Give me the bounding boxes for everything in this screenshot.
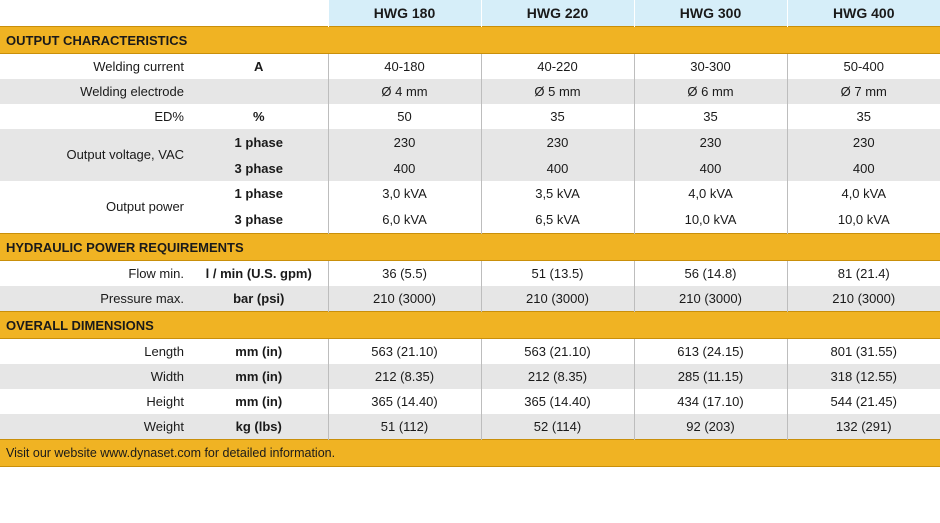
cell-value: 36 (5.5) bbox=[328, 261, 481, 287]
row-unit bbox=[190, 79, 328, 104]
model-hwg-220: HWG 220 bbox=[481, 0, 634, 27]
cell-value: 563 (21.10) bbox=[481, 339, 634, 365]
row-unit: mm (in) bbox=[190, 389, 328, 414]
section-dimensions-title: OVERALL DIMENSIONS bbox=[0, 312, 940, 339]
row-unit: kg (lbs) bbox=[190, 414, 328, 440]
row-height bbox=[0, 389, 940, 414]
row-label: Welding current bbox=[0, 54, 190, 80]
cell-value: 563 (21.10) bbox=[328, 339, 481, 365]
cell-value: 285 (11.15) bbox=[634, 364, 787, 389]
row-unit: A bbox=[190, 54, 328, 80]
cell-value: 400 bbox=[634, 155, 787, 181]
cell-value: 51 (13.5) bbox=[481, 261, 634, 287]
cell-value: 4,0 kVA bbox=[787, 181, 940, 207]
cell-value: 212 (8.35) bbox=[481, 364, 634, 389]
row-unit: 1 phase bbox=[190, 181, 328, 207]
cell-value: 40-180 bbox=[328, 54, 481, 80]
row-ed bbox=[0, 104, 940, 129]
section-hydraulic bbox=[0, 234, 940, 261]
cell-value: 3,5 kVA bbox=[481, 181, 634, 207]
row-flow bbox=[0, 261, 940, 287]
cell-value: Ø 6 mm bbox=[634, 79, 787, 104]
cell-value: 10,0 kVA bbox=[787, 207, 940, 234]
row-unit: mm (in) bbox=[190, 339, 328, 365]
cell-value: 210 (3000) bbox=[634, 286, 787, 312]
section-dimensions bbox=[0, 312, 940, 339]
row-label: Width bbox=[0, 364, 190, 389]
cell-value: 230 bbox=[328, 129, 481, 155]
cell-value: 56 (14.8) bbox=[634, 261, 787, 287]
row-label: Output voltage, VAC bbox=[0, 129, 190, 181]
cell-value: Ø 7 mm bbox=[787, 79, 940, 104]
header-blank bbox=[0, 0, 328, 27]
cell-value: 30-300 bbox=[634, 54, 787, 80]
cell-value: 81 (21.4) bbox=[787, 261, 940, 287]
row-welding-current bbox=[0, 54, 940, 80]
row-length bbox=[0, 339, 940, 365]
row-unit: 3 phase bbox=[190, 207, 328, 234]
cell-value: 434 (17.10) bbox=[634, 389, 787, 414]
row-unit: bar (psi) bbox=[190, 286, 328, 312]
cell-value: 132 (291) bbox=[787, 414, 940, 440]
model-hwg-400: HWG 400 bbox=[787, 0, 940, 27]
cell-value: 35 bbox=[481, 104, 634, 129]
cell-value: 318 (12.55) bbox=[787, 364, 940, 389]
cell-value: 6,0 kVA bbox=[328, 207, 481, 234]
footer-row bbox=[0, 440, 940, 467]
cell-value: 40-220 bbox=[481, 54, 634, 80]
cell-value: 613 (24.15) bbox=[634, 339, 787, 365]
cell-value: 6,5 kVA bbox=[481, 207, 634, 234]
footer-note: Visit our website www.dynaset.com for detailed information. bbox=[0, 440, 940, 467]
cell-value: 210 (3000) bbox=[787, 286, 940, 312]
cell-value: 10,0 kVA bbox=[634, 207, 787, 234]
row-width bbox=[0, 364, 940, 389]
cell-value: 35 bbox=[634, 104, 787, 129]
row-output-voltage-1ph bbox=[0, 129, 940, 155]
model-header-row bbox=[0, 0, 940, 27]
row-unit: l / min (U.S. gpm) bbox=[190, 261, 328, 287]
cell-value: 544 (21.45) bbox=[787, 389, 940, 414]
cell-value: 50 bbox=[328, 104, 481, 129]
row-label: ED% bbox=[0, 104, 190, 129]
row-unit: mm (in) bbox=[190, 364, 328, 389]
row-label: Welding electrode bbox=[0, 79, 190, 104]
row-pressure bbox=[0, 286, 940, 312]
cell-value: 801 (31.55) bbox=[787, 339, 940, 365]
model-hwg-180: HWG 180 bbox=[328, 0, 481, 27]
row-unit: 3 phase bbox=[190, 155, 328, 181]
row-output-power-1ph bbox=[0, 181, 940, 207]
cell-value: 400 bbox=[328, 155, 481, 181]
cell-value: Ø 5 mm bbox=[481, 79, 634, 104]
cell-value: 50-400 bbox=[787, 54, 940, 80]
row-label: Flow min. bbox=[0, 261, 190, 287]
row-label: Pressure max. bbox=[0, 286, 190, 312]
row-label: Weight bbox=[0, 414, 190, 440]
section-output-title: OUTPUT CHARACTERISTICS bbox=[0, 27, 940, 54]
cell-value: 230 bbox=[481, 129, 634, 155]
cell-value: 212 (8.35) bbox=[328, 364, 481, 389]
cell-value: 230 bbox=[787, 129, 940, 155]
cell-value: 365 (14.40) bbox=[481, 389, 634, 414]
row-weight bbox=[0, 414, 940, 440]
row-unit: % bbox=[190, 104, 328, 129]
cell-value: 210 (3000) bbox=[328, 286, 481, 312]
cell-value: 400 bbox=[787, 155, 940, 181]
cell-value: 230 bbox=[634, 129, 787, 155]
row-label: Height bbox=[0, 389, 190, 414]
cell-value: 210 (3000) bbox=[481, 286, 634, 312]
cell-value: 92 (203) bbox=[634, 414, 787, 440]
row-label: Length bbox=[0, 339, 190, 365]
row-unit: 1 phase bbox=[190, 129, 328, 155]
section-hydraulic-title: HYDRAULIC POWER REQUIREMENTS bbox=[0, 234, 940, 261]
cell-value: Ø 4 mm bbox=[328, 79, 481, 104]
cell-value: 365 (14.40) bbox=[328, 389, 481, 414]
cell-value: 35 bbox=[787, 104, 940, 129]
row-label: Output power bbox=[0, 181, 190, 234]
model-hwg-300: HWG 300 bbox=[634, 0, 787, 27]
cell-value: 3,0 kVA bbox=[328, 181, 481, 207]
cell-value: 4,0 kVA bbox=[634, 181, 787, 207]
cell-value: 52 (114) bbox=[481, 414, 634, 440]
cell-value: 400 bbox=[481, 155, 634, 181]
section-output bbox=[0, 27, 940, 54]
row-welding-electrode bbox=[0, 79, 940, 104]
cell-value: 51 (112) bbox=[328, 414, 481, 440]
